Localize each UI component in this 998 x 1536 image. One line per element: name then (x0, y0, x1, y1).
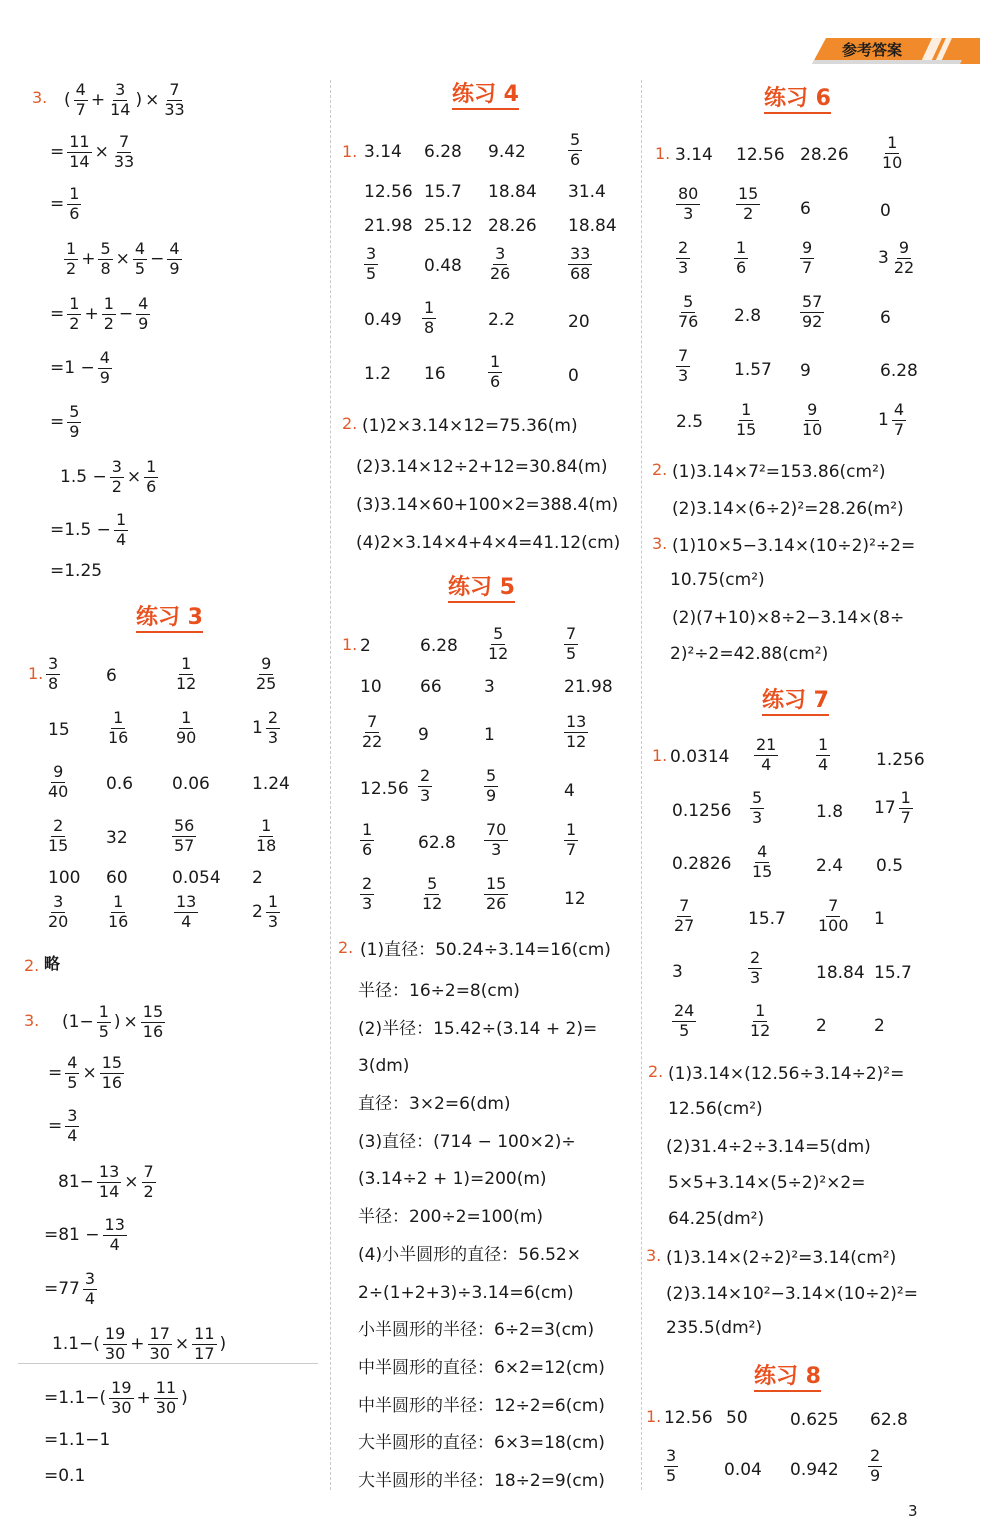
fraction: $\frac{13}{14}$ (98, 1162, 120, 1201)
fraction: $\frac{4}{9}$ (169, 239, 180, 278)
answer-line: (2)半径：15.42÷(3.14 + 2)= (358, 1019, 598, 1039)
answer-fraction: 5 76 (678, 292, 699, 331)
q3-label: 3. (652, 534, 668, 553)
fraction: $\frac{1}{6}$ (146, 457, 157, 496)
fraction: 4 7 (75, 80, 86, 119)
answer: 3.14 (675, 145, 713, 165)
answer-fraction: 21 4 (756, 735, 777, 774)
answer-fraction: 7 5 (566, 624, 577, 663)
answer: 6 (800, 199, 811, 219)
math-line: 81− $\frac{13}{14}$ × $\frac{7}{2}$ (58, 1162, 154, 1201)
answer: 2.4 (816, 856, 844, 876)
answer-fraction: 56 57 (174, 816, 195, 855)
answer-fraction: 2 3 (750, 948, 761, 987)
math-line: 1 2 + $\frac{5}{8}$ × $\frac{4}{5}$ − $\frac{4}{9}$ (66, 239, 180, 278)
answer: =0.1 (44, 1466, 86, 1486)
divider-right (641, 80, 642, 1490)
answer-fraction: 1 16 (108, 708, 129, 747)
section-title-p4: 练习 4 (452, 84, 519, 110)
answer: 10 (360, 677, 382, 697)
math-line: =1.1−( 19 30 + $\frac{11}{30}$ ) (44, 1378, 188, 1417)
answer-line: 2÷(1+2+3)÷3.14=6(cm) (358, 1283, 574, 1303)
answer: 0.49 (364, 310, 402, 330)
fraction: 19 30 (104, 1324, 126, 1363)
answer: 1.2 (364, 364, 392, 384)
fraction: $\frac{1}{4}$ (115, 510, 127, 549)
answer-line: 半径：16÷2=8(cm) (358, 981, 520, 1001)
answer-line: 直径：3×2=6(dm) (358, 1094, 511, 1114)
answer-fraction: 3 5 (366, 244, 377, 283)
answer-fraction: 2 9 (870, 1446, 881, 1485)
answer-fraction: 5 6 (570, 130, 581, 169)
answer-fraction: 1 90 (176, 708, 197, 747)
fraction: $\frac{7}{33}$ (164, 80, 185, 119)
answer-line: (1)3.14×7²=153.86(cm²) (672, 462, 886, 482)
answer-fraction: 3 26 (490, 244, 511, 283)
answer: 6.28 (880, 361, 918, 381)
fraction: 1 2 (66, 239, 77, 278)
answer: 0 (880, 201, 891, 221)
answer-line: 235.5(dm²) (666, 1318, 763, 1338)
answer: 3.14 (364, 142, 402, 162)
answer-fraction: 1 18 (256, 816, 277, 855)
header-title: 参考答案 (842, 41, 903, 59)
math-line: =81 − $\frac{13}{4}$ (44, 1215, 125, 1254)
answer: 0.6 (106, 774, 134, 794)
answer-fraction: 7 3 (678, 346, 689, 385)
answer: 2 (360, 636, 371, 656)
answer: 12 (564, 889, 586, 909)
answer: 0.942 (790, 1460, 839, 1480)
math-line: = $\frac{1}{6}$ (50, 184, 80, 223)
answer-line: 64.25(dm²) (668, 1209, 765, 1229)
answer: 21.98 (364, 216, 413, 236)
answer: 100 (48, 868, 81, 888)
section-title-p7: 练习 7 (762, 690, 829, 716)
answer: 15.7 (424, 182, 462, 202)
section-title-p6: 练习 6 (764, 88, 831, 114)
fraction: 3 4 (84, 1269, 96, 1308)
answer-fraction: 9 40 (48, 762, 69, 801)
answer: 31.4 (568, 182, 606, 202)
math-line: 1.5 − $\frac{3}{2}$ × $\frac{1}{6}$ (60, 457, 157, 496)
answer: 0 (568, 366, 579, 386)
math-line: = $\frac{5}{9}$ (50, 402, 80, 441)
answer: 9 (800, 361, 811, 381)
answer: 16 (424, 364, 446, 384)
answer: 12.56 (736, 145, 785, 165)
q3-label: 3. (646, 1246, 662, 1265)
q1-label: 1. (652, 746, 668, 765)
answer: 2 (816, 1016, 827, 1036)
answer-line: (1)直径：50.24÷3.14=16(cm) (360, 940, 611, 960)
answer-fraction: 80 3 (678, 184, 699, 223)
answer-fraction: 3 5 (666, 1446, 677, 1485)
math-line: =1.5 − $\frac{1}{4}$ (50, 510, 127, 549)
fraction: $\frac{3}{2}$ (111, 457, 122, 496)
answer-fraction: 33 68 (570, 244, 591, 283)
answer-fraction: 57 92 (802, 292, 823, 331)
answer: 0.0314 (670, 747, 730, 767)
fraction: $\frac{1}{2}$ (69, 294, 80, 333)
math-line: = $\frac{3}{4}$ (48, 1106, 78, 1145)
answer-line: 半径：200÷2=100(m) (358, 1207, 544, 1227)
answer-line: (1)3.14×(12.56÷3.14÷2)²= (668, 1064, 905, 1084)
answer-fraction: 24 5 (674, 1001, 695, 1040)
answer-fraction: 2 15 (48, 816, 69, 855)
q3-label: 3. (24, 1011, 40, 1030)
answer: =1.25 (50, 561, 103, 581)
fraction: $\frac{15}{16}$ (101, 1053, 123, 1092)
answer-line: 12.56(cm²) (668, 1099, 763, 1119)
answer-fraction: 5 12 (488, 624, 509, 663)
hr-line (18, 1363, 318, 1364)
answer-fraction: 1 6 (736, 238, 747, 277)
answer: 62.8 (870, 1410, 908, 1430)
fraction: $\frac{4}{5}$ (134, 239, 146, 278)
answer-fraction: 70 3 (486, 820, 507, 859)
answer: 20 (568, 312, 590, 332)
answer: 3 (484, 677, 495, 697)
answer-fraction: 7 100 (818, 896, 849, 935)
answer-line: 大半圆形的直径：6×3=18(cm) (358, 1433, 605, 1453)
fraction: $\frac{4}{5}$ (67, 1053, 78, 1092)
answer: 12.56 (664, 1408, 713, 1428)
answer-mixed: 3 9 22 (878, 238, 915, 277)
answer-fraction: 1 16 (108, 892, 129, 931)
answer-fraction: 15 2 (738, 184, 759, 223)
answer-fraction: 9 7 (802, 238, 813, 277)
answer: 0.06 (172, 774, 210, 794)
answer: 6 (106, 666, 117, 686)
answer: 1 (484, 725, 495, 745)
answer: 1.256 (876, 750, 925, 770)
math-line: = $\frac{4}{5}$ × $\frac{15}{16}$ (48, 1053, 123, 1092)
answer-mixed: 17 1 7 (874, 788, 911, 827)
answer-mixed: 1 2 3 (252, 708, 279, 747)
divider-left (330, 80, 331, 1490)
fraction: $\frac{1}{5}$ (98, 1002, 109, 1041)
page-number: 3 (908, 1502, 918, 1520)
fraction: $\frac{17}{30}$ (149, 1324, 170, 1363)
answer: 15.7 (748, 909, 786, 929)
answer-fraction: 1 7 (566, 820, 577, 859)
answer: 1.57 (734, 360, 772, 380)
math-line: (1− $\frac{1}{5}$ ) × $\frac{15}{16}$ (62, 1002, 164, 1041)
answer: 2.2 (488, 310, 516, 330)
fraction: 19 30 (111, 1378, 132, 1417)
answer-fraction: 1 12 (750, 1001, 771, 1040)
answer: 12.56 (360, 779, 409, 799)
answer-line: 3(dm) (358, 1056, 410, 1076)
answer-line: 中半圆形的半径：12÷2=6(cm) (358, 1396, 605, 1416)
answer: 21.98 (564, 677, 613, 697)
answer-line: 10.75(cm²) (670, 570, 765, 590)
answer: =1.1−1 (44, 1430, 111, 1450)
fraction: $\frac{11}{17}$ (194, 1324, 215, 1363)
section-title-p5: 练习 5 (448, 577, 515, 603)
answer-line: (2)3.14×12÷2+12=30.84(m) (356, 457, 608, 477)
answer: 1 (874, 909, 885, 929)
fraction: $\frac{1}{2}$ (103, 294, 114, 333)
math-line: 1.1−( 19 30 + $\frac{17}{30}$ × $\frac{11}{17}$ ) (52, 1324, 227, 1363)
answer: 2.5 (676, 412, 704, 432)
header-banner (812, 38, 980, 64)
q2-label: 2. (338, 938, 354, 957)
answer-line: (2)3.14×10²−3.14×(10÷2)²= (666, 1284, 918, 1304)
q3-label: 3. (32, 88, 48, 107)
answer: 1.24 (252, 774, 290, 794)
answer: 0.054 (172, 868, 221, 888)
answer-line: 大半圆形的半径：18÷2=9(cm) (358, 1471, 605, 1491)
answer: 2.8 (734, 306, 762, 326)
answer: 15.7 (874, 963, 912, 983)
answer-fraction: 1 6 (490, 352, 501, 391)
answer-line: (2)(7+10)×8÷2−3.14×(8÷ (672, 608, 905, 628)
q1-label: 1. (646, 1407, 662, 1426)
answer: 0.625 (790, 1410, 839, 1430)
fraction: $\frac{13}{4}$ (104, 1215, 125, 1254)
q2-label: 2. (24, 956, 40, 975)
answer-line: (2)3.14×(6÷2)²=28.26(m²) (672, 499, 904, 519)
answer-fraction: 5 3 (752, 788, 763, 827)
answer-fraction: 7 22 (362, 712, 383, 751)
answer-line: (4)2×3.14×4+4×4=41.12(cm) (356, 533, 621, 553)
q1-label: 1. (342, 635, 358, 654)
answer-fraction: 7 27 (674, 896, 695, 935)
answer-line: 小半圆形的半径：6÷2=3(cm) (358, 1320, 595, 1340)
answer-fraction: 5 9 (486, 766, 497, 805)
q1-label: 1. (28, 664, 44, 683)
q1-label: 1. (342, 142, 358, 161)
answer: 9.42 (488, 142, 526, 162)
answer-fraction: 1 4 (818, 735, 829, 774)
section-title-p8: 练习 8 (754, 1366, 821, 1392)
q2-label: 2. (342, 414, 358, 433)
section-title-p3: 练习 3 (136, 607, 203, 633)
answer: 12.56 (364, 182, 413, 202)
math-line: = $\frac{11}{14}$ × $\frac{7}{33}$ (50, 132, 135, 171)
answer: 1.8 (816, 802, 844, 822)
fraction: $\frac{15}{16}$ (142, 1002, 164, 1041)
math-line: ( 4 7 + $\frac{3}{14}$ ) × $\frac{7}{33}$ (64, 80, 185, 119)
answer-line: 5×5+3.14×(5÷2)²×2= (668, 1173, 866, 1193)
answer: 9 (418, 725, 429, 745)
q1-label: 1. (655, 144, 671, 163)
answer-fraction: 5 12 (422, 874, 443, 913)
fraction: $\frac{1}{6}$ (69, 184, 80, 223)
answer-fraction: 1 10 (882, 133, 903, 172)
answer-line: 中半圆形的直径：6×2=12(cm) (358, 1358, 605, 1378)
answer-line: (1)10×5−3.14×(10÷2)²÷2= (672, 536, 916, 556)
answer-fraction: 15 26 (486, 874, 507, 913)
math-line: =77 3 4 (44, 1269, 96, 1308)
answer: 6.28 (424, 142, 462, 162)
answer-fraction: 1 15 (736, 400, 757, 439)
fraction: $\frac{3}{14}$ (110, 80, 131, 119)
answer-line: (3.14÷2 + 1)=200(m) (358, 1169, 547, 1189)
answer-fraction: 2 3 (678, 238, 689, 277)
answer-line: 2)²÷2=42.88(cm²) (670, 644, 829, 664)
answer: 66 (420, 677, 442, 697)
answer: 6 (880, 308, 891, 328)
answer: 0.48 (424, 256, 462, 276)
answer-fraction: 2 3 (362, 874, 373, 913)
answer-line: (4)小半圆形的直径：56.52× (358, 1245, 581, 1265)
answer: 2 (252, 868, 263, 888)
answer: 0.04 (724, 1460, 762, 1480)
q2-label: 2. (648, 1062, 664, 1081)
fraction: $\frac{4}{9}$ (138, 294, 149, 333)
math-line: =1 − $\frac{4}{9}$ (50, 348, 110, 387)
answer-fraction: 1 8 (424, 298, 435, 337)
answer: 18.84 (816, 963, 865, 983)
answer: 6.28 (420, 636, 458, 656)
answer: 4 (564, 781, 575, 801)
fraction: $\frac{7}{2}$ (143, 1162, 154, 1201)
answer: 50 (726, 1408, 748, 1428)
answer-line: (1)2×3.14×12=75.36(m) (362, 416, 578, 436)
answer: 15 (48, 720, 70, 740)
answer-fraction: 3 20 (48, 892, 69, 931)
answer-line: (3)3.14×60+100×2=388.4(m) (356, 495, 619, 515)
answer: 0.1256 (672, 801, 732, 821)
answer-fraction: 1 6 (362, 820, 373, 859)
answer-mixed: 1 4 7 (878, 400, 905, 439)
answer-line: (2)31.4÷2÷3.14=5(dm) (666, 1137, 871, 1157)
answer-fraction: 13 4 (176, 892, 197, 931)
answer: 略 (44, 954, 61, 973)
fraction: $\frac{4}{9}$ (99, 348, 110, 387)
answer-fraction: 4 15 (752, 842, 773, 881)
fraction: $\frac{5}{9}$ (69, 402, 80, 441)
fraction: $\frac{7}{33}$ (113, 132, 135, 171)
answer: 28.26 (800, 145, 849, 165)
answer: 25.12 (424, 216, 473, 236)
answer: 60 (106, 868, 128, 888)
answer-fraction: 1 12 (176, 654, 197, 693)
answer-line: (3)直径：(714 − 100×2)÷ (358, 1132, 576, 1152)
answer-mixed: 2 1 3 (252, 892, 279, 931)
fraction: $\frac{11}{30}$ (155, 1378, 177, 1417)
answer-fraction: 2 3 (420, 766, 431, 805)
fraction: $\frac{3}{4}$ (67, 1106, 78, 1145)
fraction: $\frac{11}{14}$ (69, 132, 90, 171)
answer: 18.84 (488, 182, 537, 202)
answer: 28.26 (488, 216, 537, 236)
answer: 0.5 (876, 856, 904, 876)
math-line: = $\frac{1}{2}$ + $\frac{1}{2}$ − $\frac{4}{9}$ (50, 294, 149, 333)
answer-fraction: 13 12 (566, 712, 587, 751)
q2-label: 2. (652, 460, 668, 479)
answer: 0.2826 (672, 854, 732, 874)
answer-fraction: 3 8 (48, 654, 59, 693)
answer: 32 (106, 828, 128, 848)
answer: 3 (672, 962, 683, 982)
answer-line: (1)3.14×(2÷2)²=3.14(cm²) (666, 1248, 897, 1268)
answer-fraction: 9 10 (802, 400, 823, 439)
answer-fraction: 9 25 (256, 654, 277, 693)
answer: 18.84 (568, 216, 617, 236)
answer: 2 (874, 1016, 885, 1036)
fraction: $\frac{5}{8}$ (100, 239, 111, 278)
answer: 62.8 (418, 833, 456, 853)
